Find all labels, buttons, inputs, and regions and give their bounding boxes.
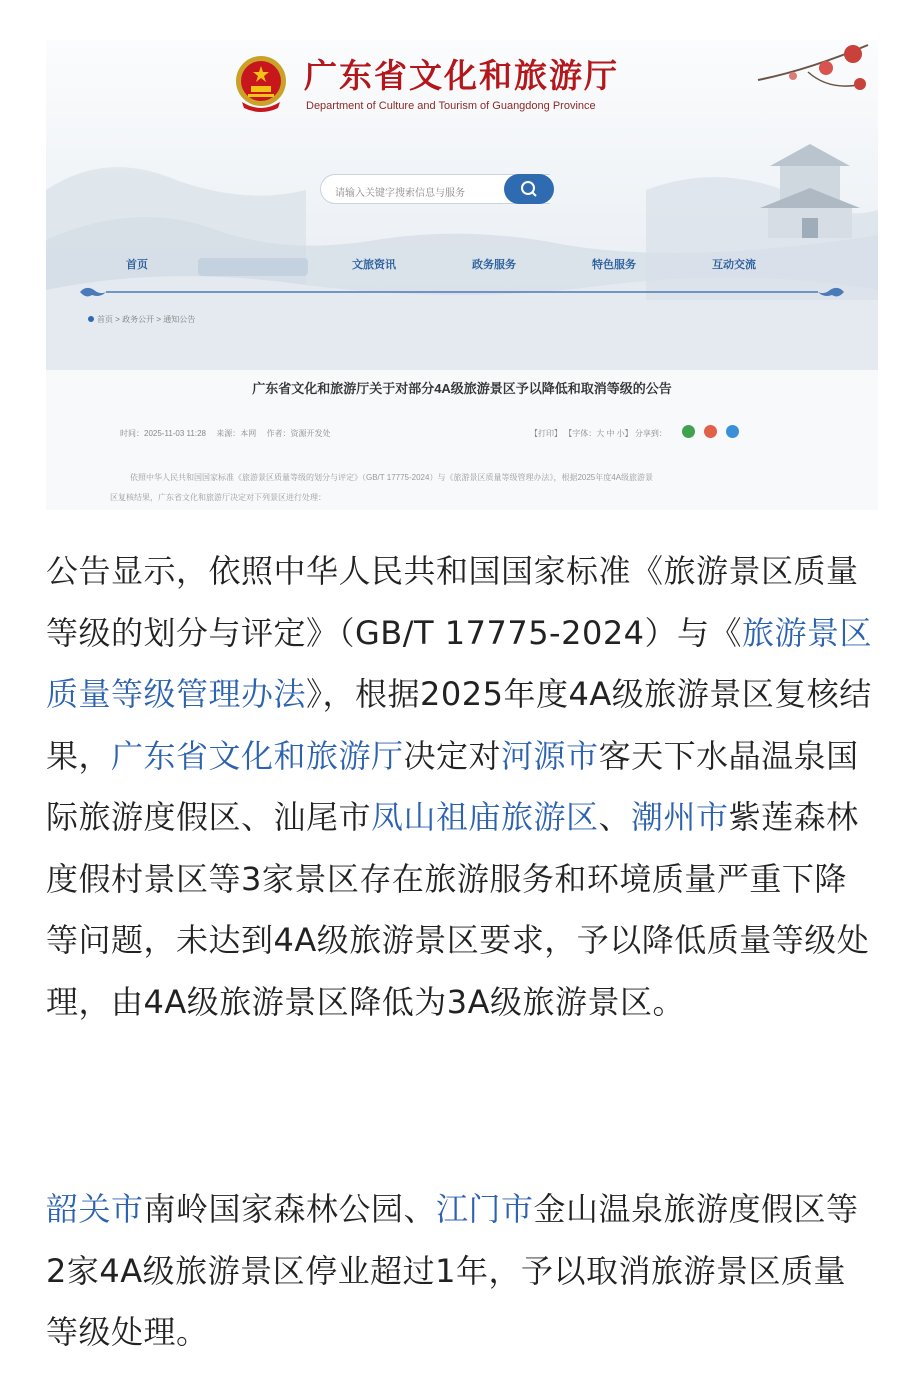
entity-link[interactable]: 凤山祖庙旅游区	[371, 798, 599, 836]
search-button[interactable]	[504, 174, 554, 204]
article-title: 广东省文化和旅游厅关于对部分4A级旅游景区予以降低和取消等级的公告	[252, 381, 672, 396]
article-body-line-1: 依照中华人民共和国国家标准《旅游景区质量等级的划分与评定》（GB/T 17775-2024）与《旅游景区质量等级管理办法》，根据2025年度4A级旅游景	[130, 473, 654, 482]
entity-link[interactable]: 韶关市	[46, 1190, 144, 1228]
paragraph-text: 决定对	[403, 736, 502, 775]
qq-share-icon[interactable]	[726, 425, 739, 438]
search-icon	[519, 180, 539, 198]
cloud-divider	[76, 284, 848, 300]
paragraph-text: 公告显示，依照中华人民共和国国家标准《旅游景区质量等级的划分与评定》（GB/T 17775-2024）与《	[46, 552, 859, 652]
location-pin-icon	[88, 316, 94, 322]
paragraph-text: 紫莲森林度假村景区等3家景区存在旅游服务和环境质量严重下降等问题，未达到4A级旅游景区要求，予以降低质量等级处理，由4A级旅游景区降低为3A级旅游景区。	[46, 798, 870, 1021]
site-title: 广东省文化和旅游厅	[304, 56, 619, 95]
nav-item-home[interactable]: 首页	[126, 259, 148, 271]
nav-item-featured[interactable]: 特色服务	[592, 259, 636, 271]
breadcrumb	[88, 314, 195, 325]
paragraph-2	[46, 1179, 876, 1364]
nav-item-news[interactable]: 文旅资讯	[352, 259, 396, 271]
paragraph-text: 金山温泉旅游度假区等2家4A级旅游景区停业超过1年，予以取消旅游景区质量等级处理。	[46, 1190, 859, 1351]
paragraph-text: 南岭国家森林公园、	[143, 1190, 437, 1228]
wechat-share-icon[interactable]	[682, 425, 695, 438]
entity-link[interactable]: 河源市	[501, 736, 599, 775]
site-header-banner	[46, 40, 878, 370]
entity-link[interactable]: 旅游景区质量等级管理办法	[46, 613, 873, 713]
breadcrumb-text[interactable]: 首页 > 政务公开 > 通知公告	[97, 315, 196, 324]
paragraph-text: 、	[598, 798, 632, 836]
meta-author: 作者：资源开发处	[266, 429, 331, 438]
site-subtitle: Department of Culture and Tourism of Guangdong Province	[306, 100, 596, 112]
meta-time: 时间：2025-11-03 11:28	[120, 429, 206, 438]
article-meta	[120, 428, 338, 439]
paragraph-text: 客天下水晶温泉国际旅游度假区、汕尾市	[46, 736, 859, 836]
nav-item-services[interactable]: 政务服务	[472, 259, 516, 271]
paragraph-text: 》，根据2025年度4A级旅游景区复核结果，	[46, 675, 872, 775]
national-emblem-icon	[234, 54, 288, 114]
entity-link[interactable]: 广东省文化和旅游厅	[111, 736, 404, 775]
meta-source: 来源：本网	[216, 429, 257, 438]
weibo-share-icon[interactable]	[704, 425, 717, 438]
pavilion-illustration	[750, 136, 870, 246]
entity-link[interactable]: 潮州市	[631, 798, 729, 836]
nav-item-interaction[interactable]: 互动交流	[712, 259, 756, 271]
article-tools[interactable]: 【打印】 【字体：大 中 小】 分享到：	[530, 429, 667, 438]
website-screenshot	[46, 40, 878, 510]
paragraph-1	[46, 541, 876, 1033]
entity-link[interactable]: 江门市	[436, 1190, 534, 1228]
search-input[interactable]: 请输入关键字搜索信息与服务	[320, 174, 550, 204]
main-navigation	[46, 256, 878, 276]
article-body-line-2: 区复核结果，广东省文化和旅游厅决定对下列景区进行处理：	[110, 493, 326, 502]
